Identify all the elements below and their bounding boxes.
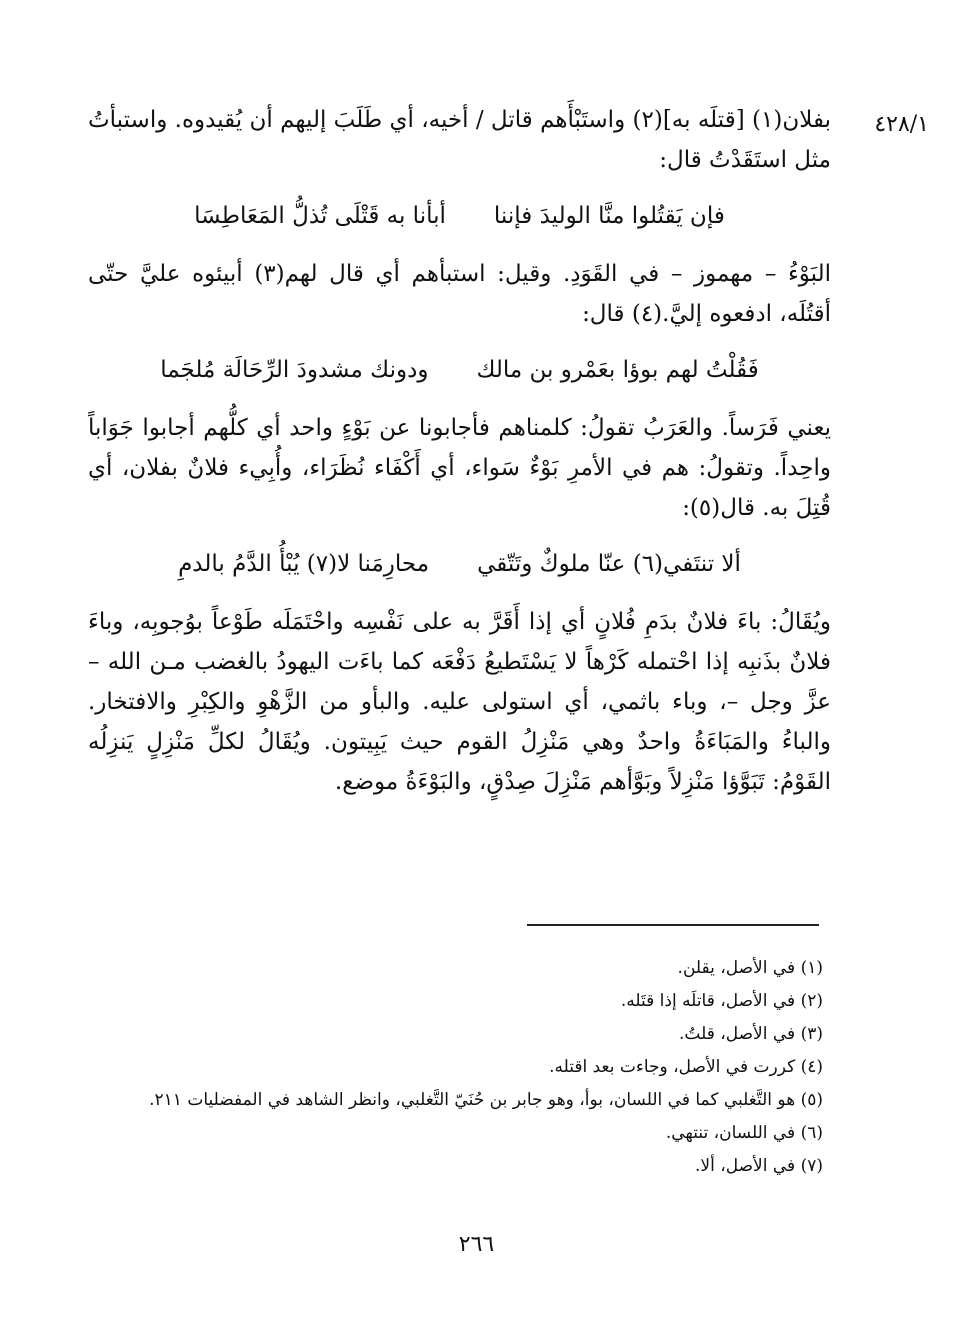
footnote-2: (٢) في الأصل، قاتلَه إذا قتَله. [620,991,823,1011]
paragraph-1: بفلان(١) [قتلَه به](٢) واستَبْأَهم قاتل / أخيه، أي طَلَبَ إليهم أن يُقيدوه. واستبأتُ مثل استَقَدْتُ قال: [88,107,831,173]
paragraph-3: يعني فَرَساً. والعَرَبُ تقولُ: كلمناهم فأجابونا عن بَوْءٍ واحد أي كلُّهم أجابوا جَوَاباً واحِداً. وتقولُ: هم في الأمرِ بَوْءٌ سَواء، أي أَكْفَاء نُظَرَاء، وأُبِيء فلانٌ بفلان، أي قُتِلَ به. قال(٥): [88,415,831,521]
paragraph-4: ويُقَالُ: باءَ فلانٌ بدَمِ فُلانٍ أي إذا أَقَرَّ به على نَفْسِه واحْتَمَلَه طَوْعاً بوُجوبِه، وباءَ فلانٌ بذَنبِه إذا احْتمله كَرْهاً لا يَسْتَطيعُ دَفْعَه كما باءَت اليهودُ بالغضب مـن الله – عزَّ وجل –، وباء باثمي، أي استولى عليه. والبأو من الزَّهْوِ والكِبْرِ والافتخار. والباءُ والمَبَاءَةُ واحدٌ وهي مَنْزِلُ القوم حيث يَبِيتون. ويُقَالُ لكلِّ مَنْزِلٍ يَنزِلُه القَوْمُ: تَبَوَّؤا مَنْزِلاً وبَوَّأهم مَنْزِلَ صِدْقٍ، والبَوْءَةُ موضع. [88,609,831,795]
verse-3-first-hemistich: ألا تنتَفي(٦) عنّا ملوكٌ وتَتّقي [477,551,741,577]
footnote-1: (١) في الأصل، يقلن. [677,958,823,978]
verse-2-second-hemistich: ودونك مشدودَ الرِّحَالَة مُلجَما [160,357,429,383]
marginal-reference: ٤٢٨/١ [874,112,929,137]
footnote-3: (٣) في الأصل، قلتُ. [679,1024,823,1044]
footnote-5: (٥) هو التَّغلبي كما في اللسان، بوأ، وهو جابر بن حُنَيّ التَّغلبي، وانظر الشاهد في المفضليات ٢١١. [149,1090,823,1110]
verse-3-second-hemistich: محارِمَنا لا(٧) يُبْأُ الدَّمُ بالدمِ [178,551,430,577]
verse-3 [88,544,831,584]
paragraph-2: البَوْءُ – مهموز – في القَوَدِ. وقيل: استبأهم أي قال لهم(٣) أبيئوه عليَّ حتّى أقتُلَه، ادفعوه إليَّ.(٤) قال: [88,261,831,327]
verse-2 [88,350,831,390]
verse-1 [88,196,831,236]
footnote-7: (٧) في الأصل، ألا. [695,1156,823,1176]
page-number: ٢٦٦ [458,1232,495,1257]
footnote-separator [527,924,819,926]
verse-2-first-hemistich: فَقُلْتُ لهم بوؤا بعَمْرو بن مالك [476,357,759,383]
footnote-4: (٤) كررت في الأصل، وجاءت بعد اقتله. [549,1057,823,1077]
footnotes [120,952,823,1183]
verse-1-first-hemistich: فإن يَقتُلوا منَّا الوليدَ فإننا [493,203,725,229]
footnote-6: (٦) في اللسان، تنتهي. [665,1123,823,1143]
verse-1-second-hemistich: أبأنا به قَتْلَى تُذلُّ المَعَاطِسَا [194,203,446,229]
main-text [88,100,831,802]
